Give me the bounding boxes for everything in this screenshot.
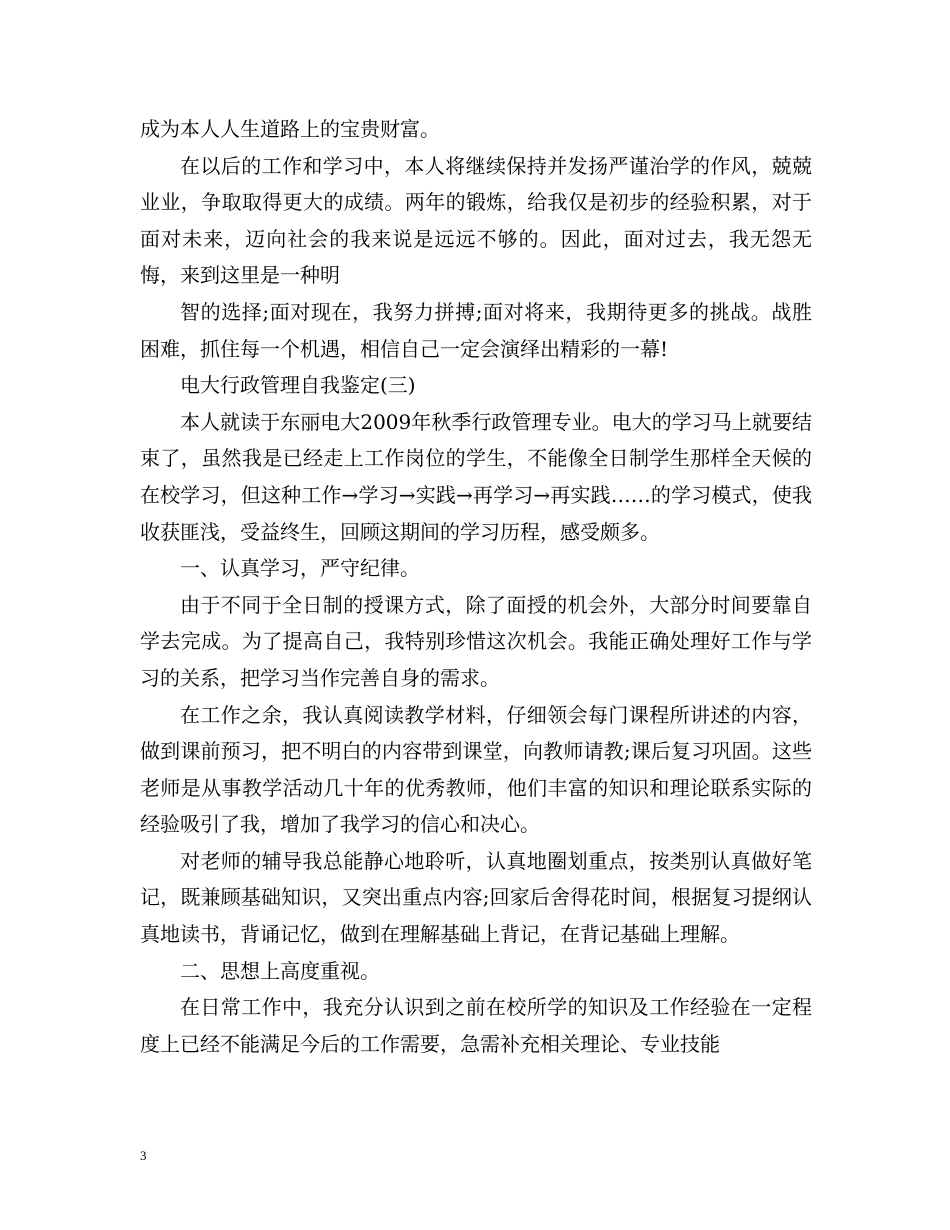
document-body: [140, 111, 812, 1062]
section-heading: 一、认真学习，严守纪律。: [180, 556, 420, 581]
paragraph: 在以后的工作和学习中，本人将继续保持并发扬严谨治学的作风，兢兢业业，争取取得更大的成绩。两年的锻炼，给我仅是初步的经验积累，对于面对未来，迈向社会的我来说是远远不够的。因此，面对过去，我无怨无悔，来到这里是一种明: [140, 153, 812, 288]
paragraph: 智的选择;面对现在，我努力拼搏;面对将来，我期待更多的挑战。战胜困难，抓住每一个机遇，相信自己一定会演绎出精彩的一幕!: [140, 299, 812, 361]
paragraph: 在日常工作中，我充分认识到之前在校所学的知识及工作经验在一定程度上已经不能满足今后的工作需要，急需补充相关理论、专业技能: [140, 995, 812, 1056]
section-heading: 电大行政管理自我鉴定(三): [180, 373, 416, 398]
paragraph: 在工作之余，我认真阅读教学材料，仔细领会每门课程所讲述的内容，做到课前预习，把不明白的内容带到课堂，向教师请教;课后复习巩固。这些老师是从事教学活动几十年的优秀教师，他们丰富的知识和理论联系实际的经验吸引了我，增加了我学习的信心和决心。: [140, 702, 812, 837]
page-number: 3: [140, 1148, 147, 1163]
section-heading: 二、思想上高度重视。: [180, 958, 380, 983]
paragraph: 本人就读于东丽电大2009年秋季行政管理专业。电大的学习马上就要结束了，虽然我是已经走上工作岗位的学生，不能像全日制学生那样全天候的在校学习，但这种工作→学习→实践→再学习→再实践……的学习模式，使我收获匪浅，受益终生，回顾这期间的学习历程，感受颇多。: [140, 409, 812, 544]
paragraph: 对老师的辅导我总能静心地聆听，认真地圈划重点，按类别认真做好笔记，既兼顾基础知识，又突出重点内容;回家后舍得花时间，根据复习提纲认真地读书，背诵记忆，做到在理解基础上背记，在背记基础上理解。: [140, 848, 812, 947]
paragraph: 由于不同于全日制的授课方式，除了面授的机会外，大部分时间要靠自学去完成。为了提高自己，我特别珍惜这次机会。我能正确处理好工作与学习的关系，把学习当作完善自身的需求。: [140, 592, 812, 690]
paragraph: 成为本人人生道路上的宝贵财富。: [140, 117, 440, 141]
